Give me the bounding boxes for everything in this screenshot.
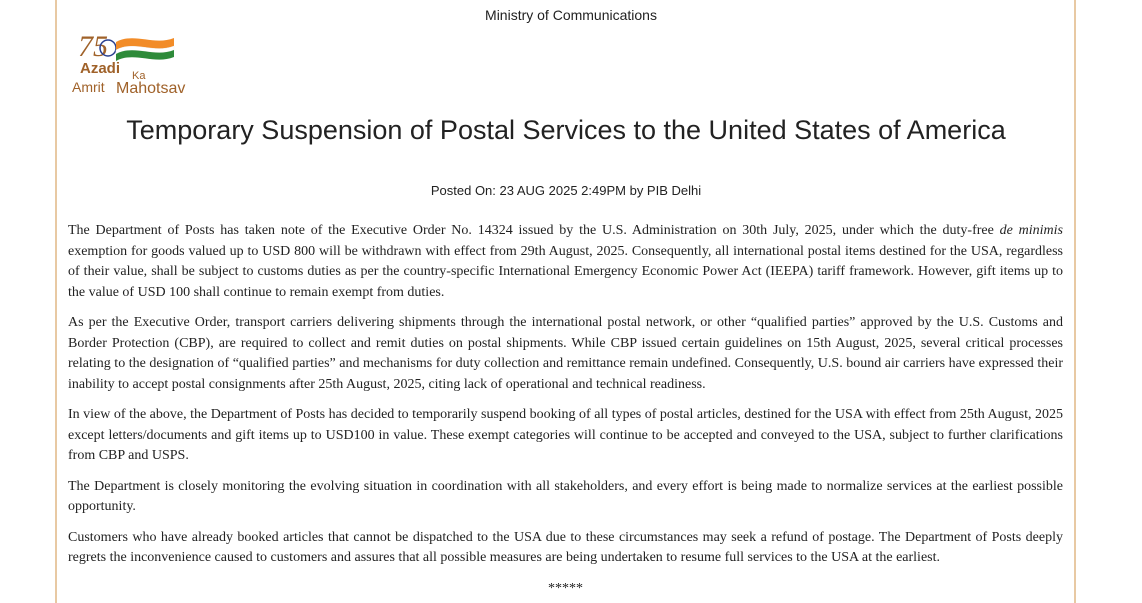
de-minimis-term: de minimis <box>999 223 1063 238</box>
paragraph-4: The Department is closely monitoring the evolving situation in coordination with all stakeholders, and every effort is being made to normalize services at the earliest possible opportunity. <box>68 478 1063 514</box>
paragraph-1 <box>68 221 1063 303</box>
paragraph-2: As per the Executive Order, transport carriers delivering shipments through the international postal network, or other “qualified parties” approved by the U.S. Customs and Border Protection (CBP), are required to collect and remit duties on postal shipments. While CBP issued certain guidelines on 15th August, 2025, several critical processes relating to the designation of “qualified parties” and mechanisms for duty collection and remittance remain undefined. Consequently, U.S. bound air carriers have expressed their inability to accept postal consignments after 25th August, 2025, citing lack of operational and technical readiness. <box>68 315 1063 392</box>
article-body <box>68 221 1063 599</box>
logo-text-mahotsav: Mahotsav <box>116 80 186 97</box>
paragraph-1-text-b: exemption for goods valued up to USD 800 will be withdrawn with effect from 29th August, 2025. Consequently, all international postal items destined for the USA, regardless of their value, shall be subject to customs duties as per the country-specific International Emergency Economic Power Act (IEEPA) tariff framework. However, gift items up to the value of USD 100 shall continue to remain exempt from duties. <box>68 243 1063 300</box>
paragraph-5: Customers who have already booked articles that cannot be dispatched to the USA due to these circumstances may seek a refund of postage. The Department of Posts deeply regrets the inconvenience caused to customers and assures that all possible measures are being undertaken to resume full services to the USA at the earliest. <box>68 529 1063 565</box>
page-title: Temporary Suspension of Postal Services to the United States of America <box>126 115 1006 145</box>
azadi-ka-amrit-mahotsav-logo <box>72 26 202 98</box>
paragraph-3: In view of the above, the Department of Posts has decided to temporarily suspend booking of all types of postal articles, destined for the USA with effect from 25th August, 2025 except letters/documents and gift items up to USD100 in value. These exempt categories will continue to be accepted and conveyed to the USA, subject to further clarifications from CBP and USPS. <box>68 407 1063 463</box>
logo-text-ka: Ka <box>132 70 146 82</box>
paragraph-1-text-a: The Department of Posts has taken note of the Executive Order No. 14324 issued by the U.S. Administration on 30th July, 2025, under which the duty-free <box>68 223 1000 238</box>
ministry-name: Ministry of Communications <box>485 7 657 23</box>
end-marker: ***** <box>548 580 583 596</box>
posted-date: Posted On: 23 AUG 2025 2:49PM by PIB Delhi <box>430 183 702 198</box>
logo-number: 75 <box>78 30 108 63</box>
logo-text-amrit: Amrit <box>72 79 105 95</box>
logo-text-azadi: Azadi <box>80 60 121 77</box>
